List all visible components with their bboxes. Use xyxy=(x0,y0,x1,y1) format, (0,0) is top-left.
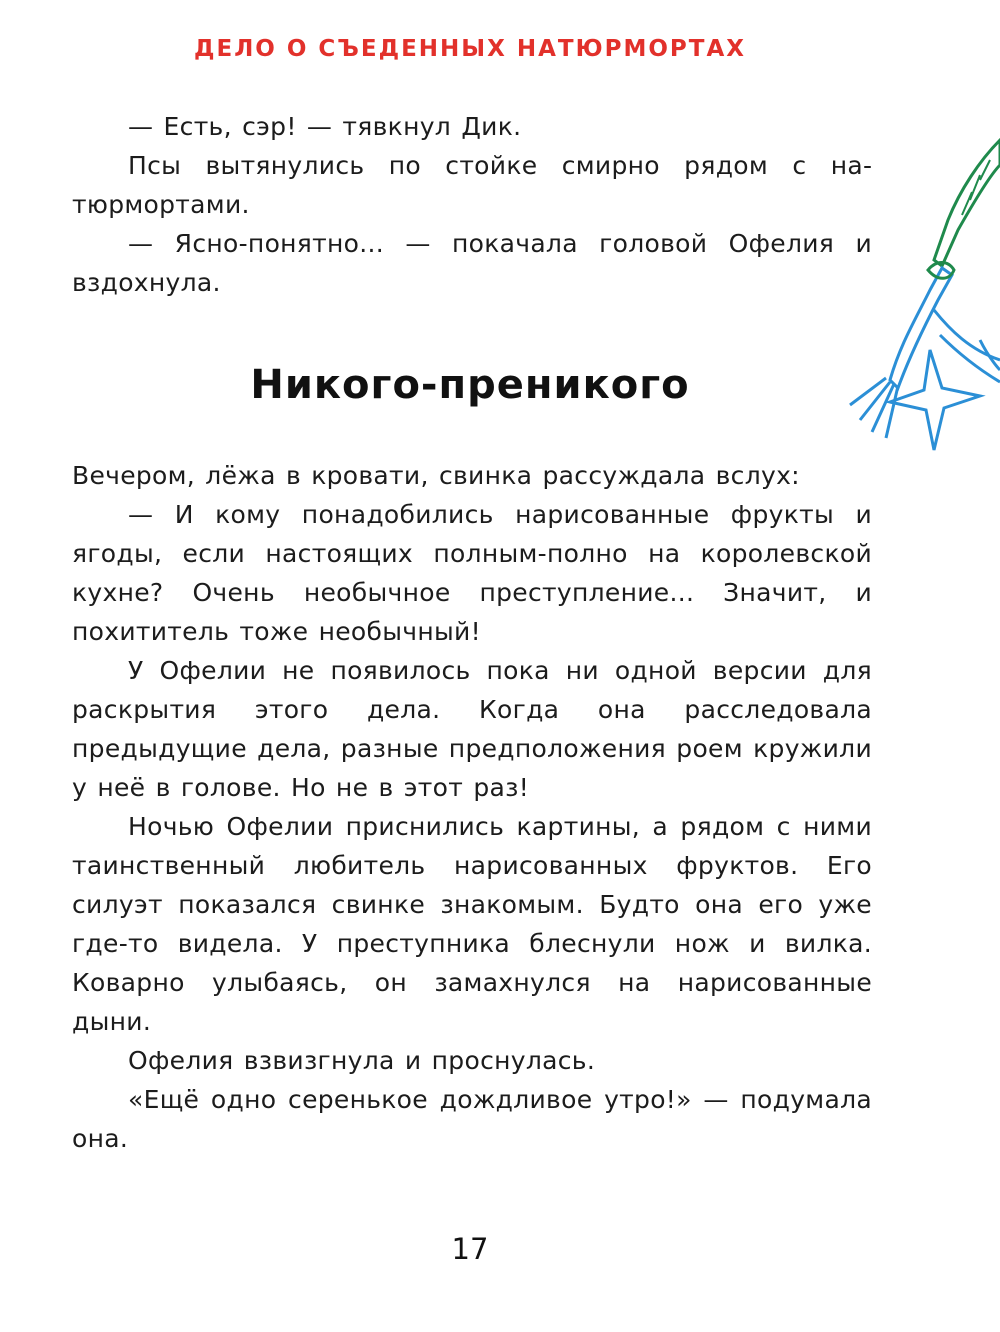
text-block-top xyxy=(72,107,872,302)
paragraph: У Офелии не появилось пока ни одной версии для раскрытия этого дела. Когда она расследовала предыдущие дела, разные предположения роем кружили у неё в голове. Но не в этот раз! xyxy=(72,656,872,802)
running-head: ДЕЛО О СЪЕДЕННЫХ НАТЮРМОРТАХ xyxy=(194,36,746,62)
chapter-title: Никого-преникого xyxy=(250,362,690,408)
fork-and-knife-icon xyxy=(830,120,1000,480)
paragraph: — Есть, сэр! — тявкнул Дик. xyxy=(128,112,522,141)
paragraph: Псы вытянулись по стойке смирно рядом с натюрмортами. xyxy=(72,151,872,219)
paragraph: «Ещё одно серенькое дождливое утро!» — подумала она. xyxy=(72,1085,872,1153)
paragraph: — Ясно-понятно... — покачала головой Офелия и вздохнула. xyxy=(72,229,872,297)
text-block-main xyxy=(72,456,872,1158)
paragraph: — И кому понадобились нарисованные фрукты и ягоды, если настоящих полным-полно на королевской кухне? Очень необычное преступление... Значит, и похититель тоже необычный! xyxy=(72,500,872,646)
paragraph: Ночью Офелии приснились картины, а рядом с ними таинственный любитель нарисованных фруктов. Его силуэт показался свинке знакомым. Будто она его уже где-то видела. У преступника блеснули нож и вилка. Коварно улыбаясь, он замахнулся на нарисованные дыни. xyxy=(72,812,872,1036)
paragraph: Офелия взвизгнула и проснулась. xyxy=(128,1046,596,1075)
paragraph: Вечером, лёжа в кровати, свинка рассуждала вслух: xyxy=(72,461,800,490)
page-number: 17 xyxy=(451,1232,489,1266)
